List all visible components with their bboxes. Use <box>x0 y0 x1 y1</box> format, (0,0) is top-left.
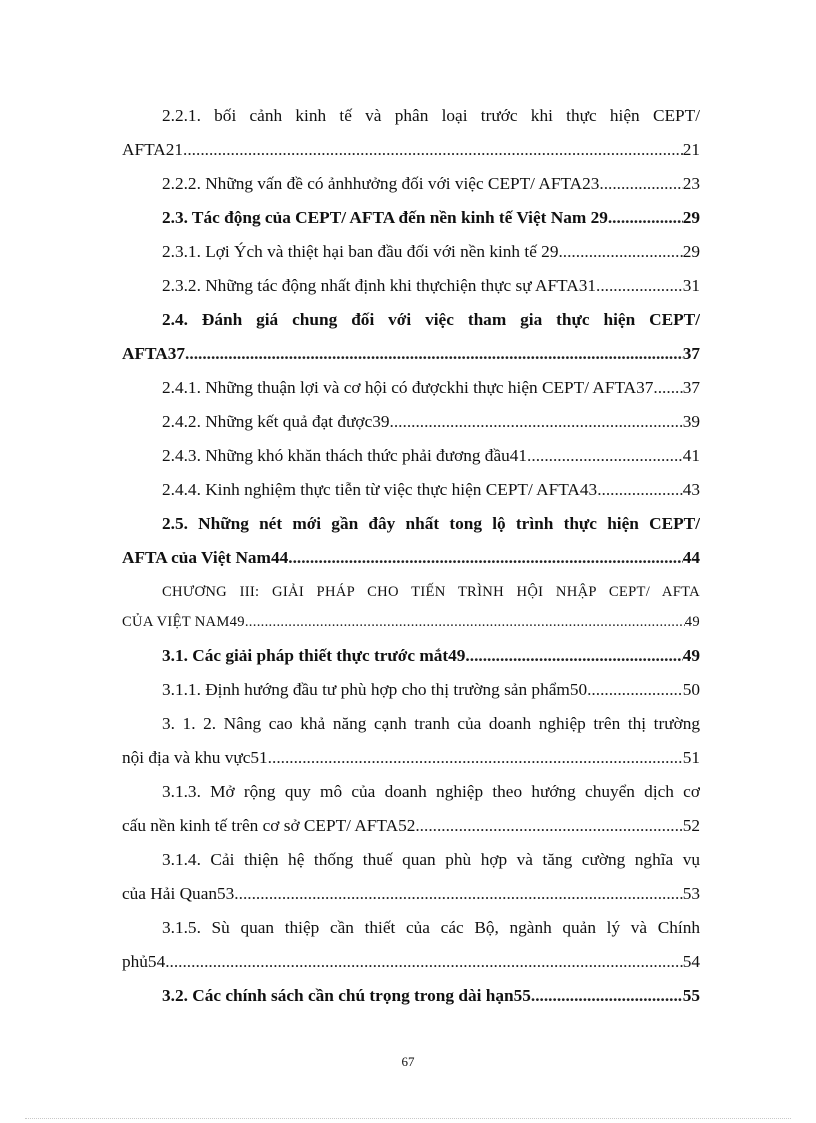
toc-entry-text: 2.4. Đánh giá chung đối với việc tham gia thực hiện CEPT/ <box>162 310 700 329</box>
toc-entry-2-5-cont <box>122 546 700 570</box>
toc-page-number: 49 <box>684 614 700 630</box>
toc-entry-text: AFTA của Việt Nam44 <box>122 548 289 567</box>
leader-dots <box>531 984 683 1008</box>
toc-entry-2-3-2 <box>162 274 700 298</box>
leader-dots <box>183 138 683 162</box>
toc-entry-text: AFTA37 <box>122 344 186 363</box>
toc-entry-text: 2.3.1. Lợi Ých và thiệt hại ban đầu đối với nền kinh tế 29 <box>162 242 559 261</box>
toc-entry-2-2-1-cont <box>122 138 700 162</box>
toc-entry-text: 2.2.1. bối cảnh kinh tế và phân loại trước khi thực hiện CEPT/ <box>162 106 700 125</box>
leader-dots <box>597 478 683 502</box>
page-number: 67 <box>401 1054 415 1069</box>
toc-entry-text: CỦA VIỆT NAM49 <box>122 614 245 630</box>
toc-entry-text: 2.3. Tác động của CEPT/ AFTA đến nền kinh tế Việt Nam 29 <box>162 208 608 227</box>
toc-page-number: 43 <box>682 480 700 499</box>
leader-dots <box>234 882 682 906</box>
leader-dots <box>245 610 685 634</box>
leader-dots <box>465 644 682 668</box>
toc-entry-3-1-3-cont <box>122 814 700 838</box>
toc-page-number: 21 <box>682 140 700 159</box>
toc-entry-3-1-2-cont <box>122 746 700 770</box>
toc-page-number: 37 <box>682 378 700 397</box>
leader-dots <box>288 546 682 570</box>
toc-entry-text: 3.1.4. Cải thiện hệ thống thuế quan phù hợp và tăng cường nghĩa vụ <box>162 850 700 869</box>
toc-entry-3-1-5-cont <box>122 950 700 974</box>
toc-page-number: 31 <box>682 276 700 295</box>
toc-page-number: 39 <box>682 412 700 431</box>
toc-entry-3-1 <box>162 644 700 668</box>
toc-entry-2-4 <box>162 308 700 332</box>
toc-entry-text: của Hải Quan53 <box>122 884 235 903</box>
toc-entry-2-4-1 <box>162 376 700 400</box>
toc-entry-text: 3. 1. 2. Nâng cao khả năng cạnh tranh của doanh nghiệp trên thị trường <box>162 714 700 733</box>
toc-entry-text: 2.4.4. Kinh nghiệm thực tiễn từ việc thực hiện CEPT/ AFTA43 <box>162 480 598 499</box>
toc-page-number: 44 <box>682 548 700 567</box>
toc-page-number: 50 <box>682 680 700 699</box>
toc-entry-text: nội địa và khu vực51 <box>122 748 268 767</box>
toc-entry-3-2 <box>162 984 700 1008</box>
toc-entry-3-1-5 <box>162 916 700 940</box>
leader-dots <box>653 376 682 400</box>
leader-dots <box>527 444 683 468</box>
toc-page-number: 29 <box>682 208 700 227</box>
leader-dots <box>268 746 683 770</box>
toc-entry-text: 3.1. Các giải pháp thiết thực trước mắt49 <box>162 646 466 665</box>
toc-entry-text: cấu nền kinh tế trên cơ sở CEPT/ AFTA52 <box>122 816 416 835</box>
toc-page-number: 51 <box>682 748 700 767</box>
toc-entry-2-2-1 <box>162 104 700 128</box>
toc-entry-3-1-3 <box>162 780 700 804</box>
toc-entry-3-1-1 <box>162 678 700 702</box>
leader-dots <box>185 342 683 366</box>
leader-dots <box>558 240 682 264</box>
leader-dots <box>165 950 683 974</box>
toc-page-number: 23 <box>682 174 700 193</box>
toc-entry-2-4-3 <box>162 444 700 468</box>
toc-entry-2-5 <box>162 512 700 536</box>
toc-page-number: 52 <box>682 816 700 835</box>
toc-entry-2-4-cont <box>122 342 700 366</box>
toc-entry-chapter-3 <box>162 580 700 604</box>
toc-entry-text: 2.4.2. Những kết quả đạt được39 <box>162 412 390 431</box>
toc-entry-text: 3.2. Các chính sách cần chú trọng trong dài hạn55 <box>162 986 531 1005</box>
toc-page-number: 55 <box>682 986 700 1005</box>
toc-entry-text: phủ54 <box>122 952 166 971</box>
toc-entry-chapter-3-cont <box>122 610 700 634</box>
leader-dots <box>599 172 682 196</box>
toc-entry-text: 2.5. Những nét mới gần đây nhất tong lộ trình thực hiện CEPT/ <box>162 514 700 533</box>
toc-entry-text: AFTA21 <box>122 140 184 159</box>
toc-page-number: 29 <box>682 242 700 261</box>
toc-entry-2-3 <box>162 206 700 230</box>
toc-page-number: 49 <box>682 646 700 665</box>
toc-entry-text: CHƯƠNG III: GIẢI PHÁP CHO TIẾN TRÌNH HỘI NHẬP CEPT/ AFTA <box>162 584 700 600</box>
leader-dots <box>608 206 683 230</box>
toc-entry-text: 3.1.5. Sù quan thiệp cần thiết của các Bộ, ngành quản lý và Chính <box>162 918 700 937</box>
toc-entry-2-3-1 <box>162 240 700 264</box>
leader-dots <box>415 814 682 838</box>
leader-dots <box>587 678 683 702</box>
toc-entry-text: 2.4.3. Những khó khăn thách thức phải đương đầu41 <box>162 446 528 465</box>
toc-entry-2-4-4 <box>162 478 700 502</box>
toc-entry-text: 3.1.3. Mở rộng quy mô của doanh nghiệp theo hướng chuyển dịch cơ <box>162 782 700 801</box>
leader-dots <box>390 410 683 434</box>
toc-entry-text: 2.2.2. Những vấn đề có ảnhhưởng đối với việc CEPT/ AFTA23 <box>162 174 600 193</box>
toc-entry-text: 3.1.1. Định hướng đầu tư phù hợp cho thị trường sản phẩm50 <box>162 680 588 699</box>
toc-entry-2-2-2 <box>162 172 700 196</box>
toc-entry-3-1-4-cont <box>122 882 700 906</box>
toc-entry-3-1-4 <box>162 848 700 872</box>
toc-page-number: 53 <box>682 884 700 903</box>
page-bottom-rule <box>25 1118 791 1119</box>
leader-dots <box>596 274 683 298</box>
toc-entry-text: 2.4.1. Những thuận lợi và cơ hội có đượckhi thực hiện CEPT/ AFTA37 <box>162 378 654 397</box>
toc-page-number: 41 <box>682 446 700 465</box>
toc-entry-2-4-2 <box>162 410 700 434</box>
toc-entry-text: 2.3.2. Những tác động nhất định khi thựchiện thực sự AFTA31 <box>162 276 596 295</box>
toc-entry-3-1-2 <box>162 712 700 736</box>
toc-page-number: 37 <box>682 344 700 363</box>
toc-page-number: 54 <box>682 952 700 971</box>
